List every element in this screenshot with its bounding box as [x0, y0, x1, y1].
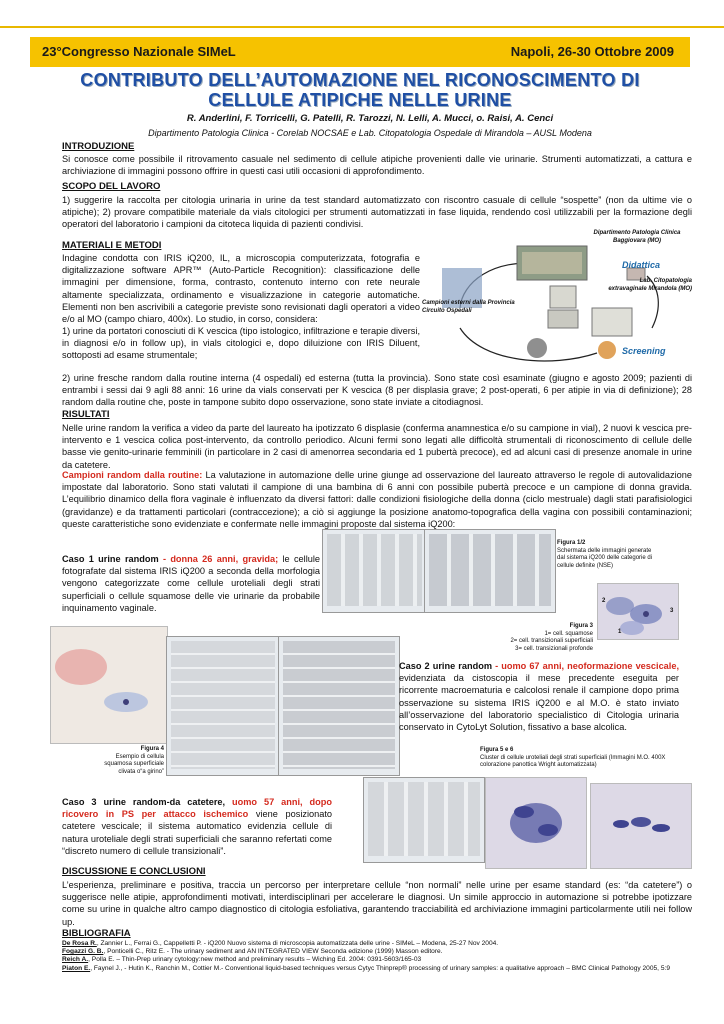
results-paragraph-1: Nelle urine random la verifica a video da parte del laureato ha ipotizzato 6 displasie (conferma anamnestica e/o su campione in vial), 2 nuovi k vescica pre-intervento e 1 vescica colica post-intervento, da controllo periodico. Alcuni fermi sono legati alle difficoltà strumentali di riconoscimento di cellule delle basse vie genito-urinarie femminili (in particolare in 2 casi di amenorrea secondaria ed 1 pubertà precoce), ed ad alcuni casi di presenze anomale in urine da catetere.	[62, 423, 692, 470]
figure-4-title: Figura 4	[140, 746, 164, 752]
figure-3-title: Figura 3	[569, 623, 593, 629]
figure-3-legend-1: 1= cell. squamose	[544, 630, 593, 637]
figure-1-2-title: Figura 1/2	[557, 540, 586, 546]
figure-5-screenshot	[363, 777, 485, 863]
diagram-label-mirandola: Lab. Citopatologia extravaginale Mirandola (MO)	[608, 278, 692, 292]
diagram-label-provincia: Campioni esterni dalla Provincia Circuito Ospedali	[422, 300, 515, 314]
top-border	[0, 26, 724, 28]
methods-heading: MATERIALI E METODI	[62, 240, 162, 251]
congress-date-place: Napoli, 26-30 Ottobre 2009	[510, 44, 674, 59]
reference-1-author: De Rosa R.	[62, 940, 97, 947]
case-3-body: viene posizionato catetere vescicale; il sistema automatico evidenzia cellule di natura uroteliale degli strati superficiali che saranno refertati come “discreto numero di cellule transizionali”.	[62, 809, 332, 856]
reference-3	[62, 956, 692, 964]
figure-2-screenshot	[424, 529, 556, 613]
figure-5-micrograph	[485, 777, 587, 869]
figure-3-caption	[475, 623, 593, 653]
reference-4	[62, 965, 692, 973]
intro-text: Si conosce come possibile il ritrovamento casuale nel sedimento di cellule atipiche provenienti dalle vie urinarie. Strumenti automatizzati, a cattura e archiviazione di immagini possono offrire in questi casi utili occasioni di approfondimento.	[62, 154, 692, 177]
case-1-text	[62, 553, 320, 614]
results-paragraph-2	[62, 469, 692, 530]
reference-4-author: Piaton E.	[62, 964, 91, 972]
figure-1-2-text: Schermata delle immagini generate dal sistema iQ200 delle categorie di cellule definite (NSE)	[557, 547, 653, 569]
figure-4-text: Esempio di cellula squamosa superficiale clivata o“a girino”	[104, 753, 164, 775]
figure-5-6-caption	[480, 747, 670, 770]
case-3-text	[62, 796, 332, 857]
department: Dipartimento Patologia Clinica - Corelab NOCSAE e Lab. Citopatologia Ospedale di Mirandola – AUSL Modena	[148, 128, 592, 138]
case-2-label: Caso 2 urine random	[399, 661, 492, 671]
reference-3-author: Reich A.	[62, 956, 89, 964]
title-line-2: CELLULE ATIPICHE NELLE URINE	[208, 90, 512, 110]
reference-2-text: , Ponticelli C., Ritz E. - The urinary sediment and AN INTEGRATED VIEW Seconda edizione (1999) Masson editore.	[103, 948, 443, 956]
workflow-diagram	[422, 228, 692, 370]
diagram-label-didattica: Didattica	[622, 260, 661, 270]
figure-4-screenshot-a	[166, 636, 280, 776]
results-heading: RISULTATI	[62, 409, 110, 420]
figure-6-cells	[591, 784, 691, 868]
case-1-body: le cellule fotografate dal sistema IRIS iQ200 a seconda della morfologia vengono categorizzate come cellule uroteliali degli strati superficiali o cellule squamose delle vie urinarie da probabile inquinamento vaginale.	[62, 554, 321, 613]
title-line-1: CONTRIBUTO DELL’AUTOMAZIONE NEL RICONOSCIMENTO DI	[80, 70, 640, 90]
figure-1-2-caption	[557, 540, 657, 570]
figure-3-legend-2: 2= cell. transizionali superficiali	[510, 638, 593, 644]
congress-name: 23°Congresso Nazionale SIMeL	[42, 44, 236, 59]
reference-1	[62, 940, 692, 948]
figure-4-micrograph	[50, 626, 168, 744]
results-p2-text: La valutazione in automazione delle urine giunge ad osservazione del laureato attraverso le regole di autovalidazione impostate dal laboratorio. Sono stati valutati il campione di una bambina di 6 anni con possibile pubertà precoce e un campione di donna gravida. L’equilibrio dinamico della flora vaginale è influenzato da diversi fattori: dalle condizioni fisiologiche della donna (ciclo mestruale) dagli stati parafisiologici (gravidanze) e da trattamenti particolari (contraccezione); a ciò si aggiunge la posizione anatomo-topografica della vagina con possibili contaminazioni; queste caratteristiche sono evidenziate e confermate nelle immagini proposte dal sistema iQ200:	[62, 470, 692, 529]
scope-heading: SCOPO DEL LAVORO	[62, 181, 161, 192]
figure-3-micrograph	[597, 583, 679, 640]
results-p2-label: Campioni random dalla routine:	[62, 470, 203, 480]
diagram-label-screening: Screening	[622, 346, 666, 356]
case-3-label: Caso 3 urine random-da catetere,	[62, 797, 226, 807]
fig3-marker-3: 3	[670, 608, 674, 614]
figure-6-micrograph	[590, 783, 692, 869]
reference-2-author: Fogazzi G. B.	[62, 948, 104, 956]
reference-1-text: , Zannier L., Ferrai G., Cappelletti P. - iQ200 Nuovo sistema di microscopia automatizzata delle urine - SIMeL – Modena, 25-27 Nov 2004.	[96, 940, 499, 947]
fig3-marker-2: 2	[602, 598, 606, 604]
diagram-label-baggiovara: Dipartimento Patologia Clinica Baggiovara (MO)	[593, 230, 681, 244]
figure-3-legend-3: 3= cell. transizionali profonde	[515, 645, 593, 652]
case-1-label: Caso 1 urine random	[62, 554, 159, 564]
case-3-highlight: uomo 57 anni, dopo ricovero in PS per attacco ischemico	[62, 797, 332, 820]
methods-item-2: 2) urine fresche random dalla routine interna (4 ospedali) ed esterna (tutta la provincia). Sono state così esaminate (giugno e agosto 2009; pazienti di entrambi i sessi dai 9 agli 88 anni: 16 urine da vials conservati per K vescica (8 per displasia grave; 2 post-operati, 6 per atipie in via di definizione); 28 random dalla routine che, poste in tampone subito dopo osservazione, sono state inviate a citodiagnosi.	[62, 373, 692, 408]
figure-4-caption	[88, 746, 164, 776]
fig3-marker-1: 1	[618, 629, 622, 635]
figure-5-6-text: Cluster di cellule uroteliali degli strati superficiali (Immagini M.O. 400X colorazione panottica Wright automatizzata)	[480, 754, 666, 768]
scope-text: 1) suggerire la raccolta per citologia urinaria in urine da test standard automatizzato con riscontro casuale di cellule “sospette” (non da ultime vie o atipiche); 2) provare compatibile materiale da vials citologici per strumenti automatizzati in fase liquida, rendendo così utilizzabili per la formazione degli operatori del laboratorio i campioni da citoteca liquida di pazienti condivisi.	[62, 195, 692, 230]
figure-5-6-title: Figura 5 e 6	[480, 747, 514, 753]
figure-4-screenshot-b	[278, 636, 400, 776]
reference-3-text: , Polla E. – Thin-Prep urinary cytology:new method and preliminary results – Wiching Ed. 2004: 0391-5603/165-03	[88, 956, 422, 964]
methods-item-1: 1) urine da portatori conosciuti di K vescica (tipo istologico, infiltrazione e terapie diversi, in diagnosi e/o in follow up), in vials citologici e, dopo diluizione con IRIS Diluent, sottoposti ad esame strumentale;	[62, 326, 420, 361]
figure-3-cells	[598, 584, 678, 639]
authors: R. Anderlini, F. Torricelli, G. Patelli, R. Tarozzi, N. Lelli, A. Mucci, o. Raisi, A. Cenci	[186, 113, 554, 124]
discussion-heading: DISCUSSIONE E CONCLUSIONI	[62, 866, 206, 877]
figure-4-cells	[51, 627, 167, 743]
case-1-highlight: - donna 26 anni, gravida;	[158, 554, 279, 564]
figure-1-screenshot	[322, 529, 427, 613]
reference-4-text: , Faynel J., - Hutin K., Ranchin M., Cottier M.- Conventional liquid-based techniques versus Cytyc Thinprep® processing of urinary samples: a qualitative approach – BMC Clinical Pathology 2005, 5:9	[90, 964, 670, 972]
case-2-highlight: - uomo 67 anni, neoformazione vescicale,	[492, 661, 680, 671]
intro-heading: INTRODUZIONE	[62, 141, 135, 152]
case-2-body: evidenziata da cistoscopia il mese precedente eseguita per ricorrente macroematuria e calcolosi renale il campione dopo prima osservazione su sistema IRIS iQ200 e al M.O. è stato inviato all’osservazione del laboratorio specialistico di Citologia urinaria conservato in CytoLyt Solution, fissativo a base alcolica.	[399, 673, 679, 733]
reference-2	[62, 948, 692, 956]
figure-5-cells	[486, 778, 586, 868]
bibliography-list	[62, 940, 692, 973]
discussion-text: L’esperienza, preliminare e positiva, traccia un percorso per interpretare cellule “non normali” nelle urine per esame standard (es: “da catetere”) o suggerisce nelle atipie, approfondimenti motivati, interdisciplinari per accelerare le diagnosi. Un simile approccio in automazione si potrebbe ipotizzare come su urine in qualche altro campo diagnostico di citologia esfoliativa, garantendo tracciabilità ed archiviazione immagini particolarmente utili nei follow up.	[62, 880, 692, 927]
methods-text: Indagine condotta con IRIS iQ200, IL, a microscopia computerizzata, fotografia e digitalizzazione software APR™ (Auto-Particle Recognition): classificazione delle immagini per dimensione, forma, contrasto, contenuto interno con rete neurale altamente specializzata, ordinamento e visualizzazione in categorie automatiche. Elementi non ben ascrivibili a categorie previste sono revisionati dagli operatori a video e/o al MO (campo chiaro, 400x). Lo studio, in corso, considera:	[62, 253, 420, 325]
bibliography-heading: BIBLIOGRAFIA	[62, 928, 131, 939]
case-2-text	[399, 660, 679, 733]
